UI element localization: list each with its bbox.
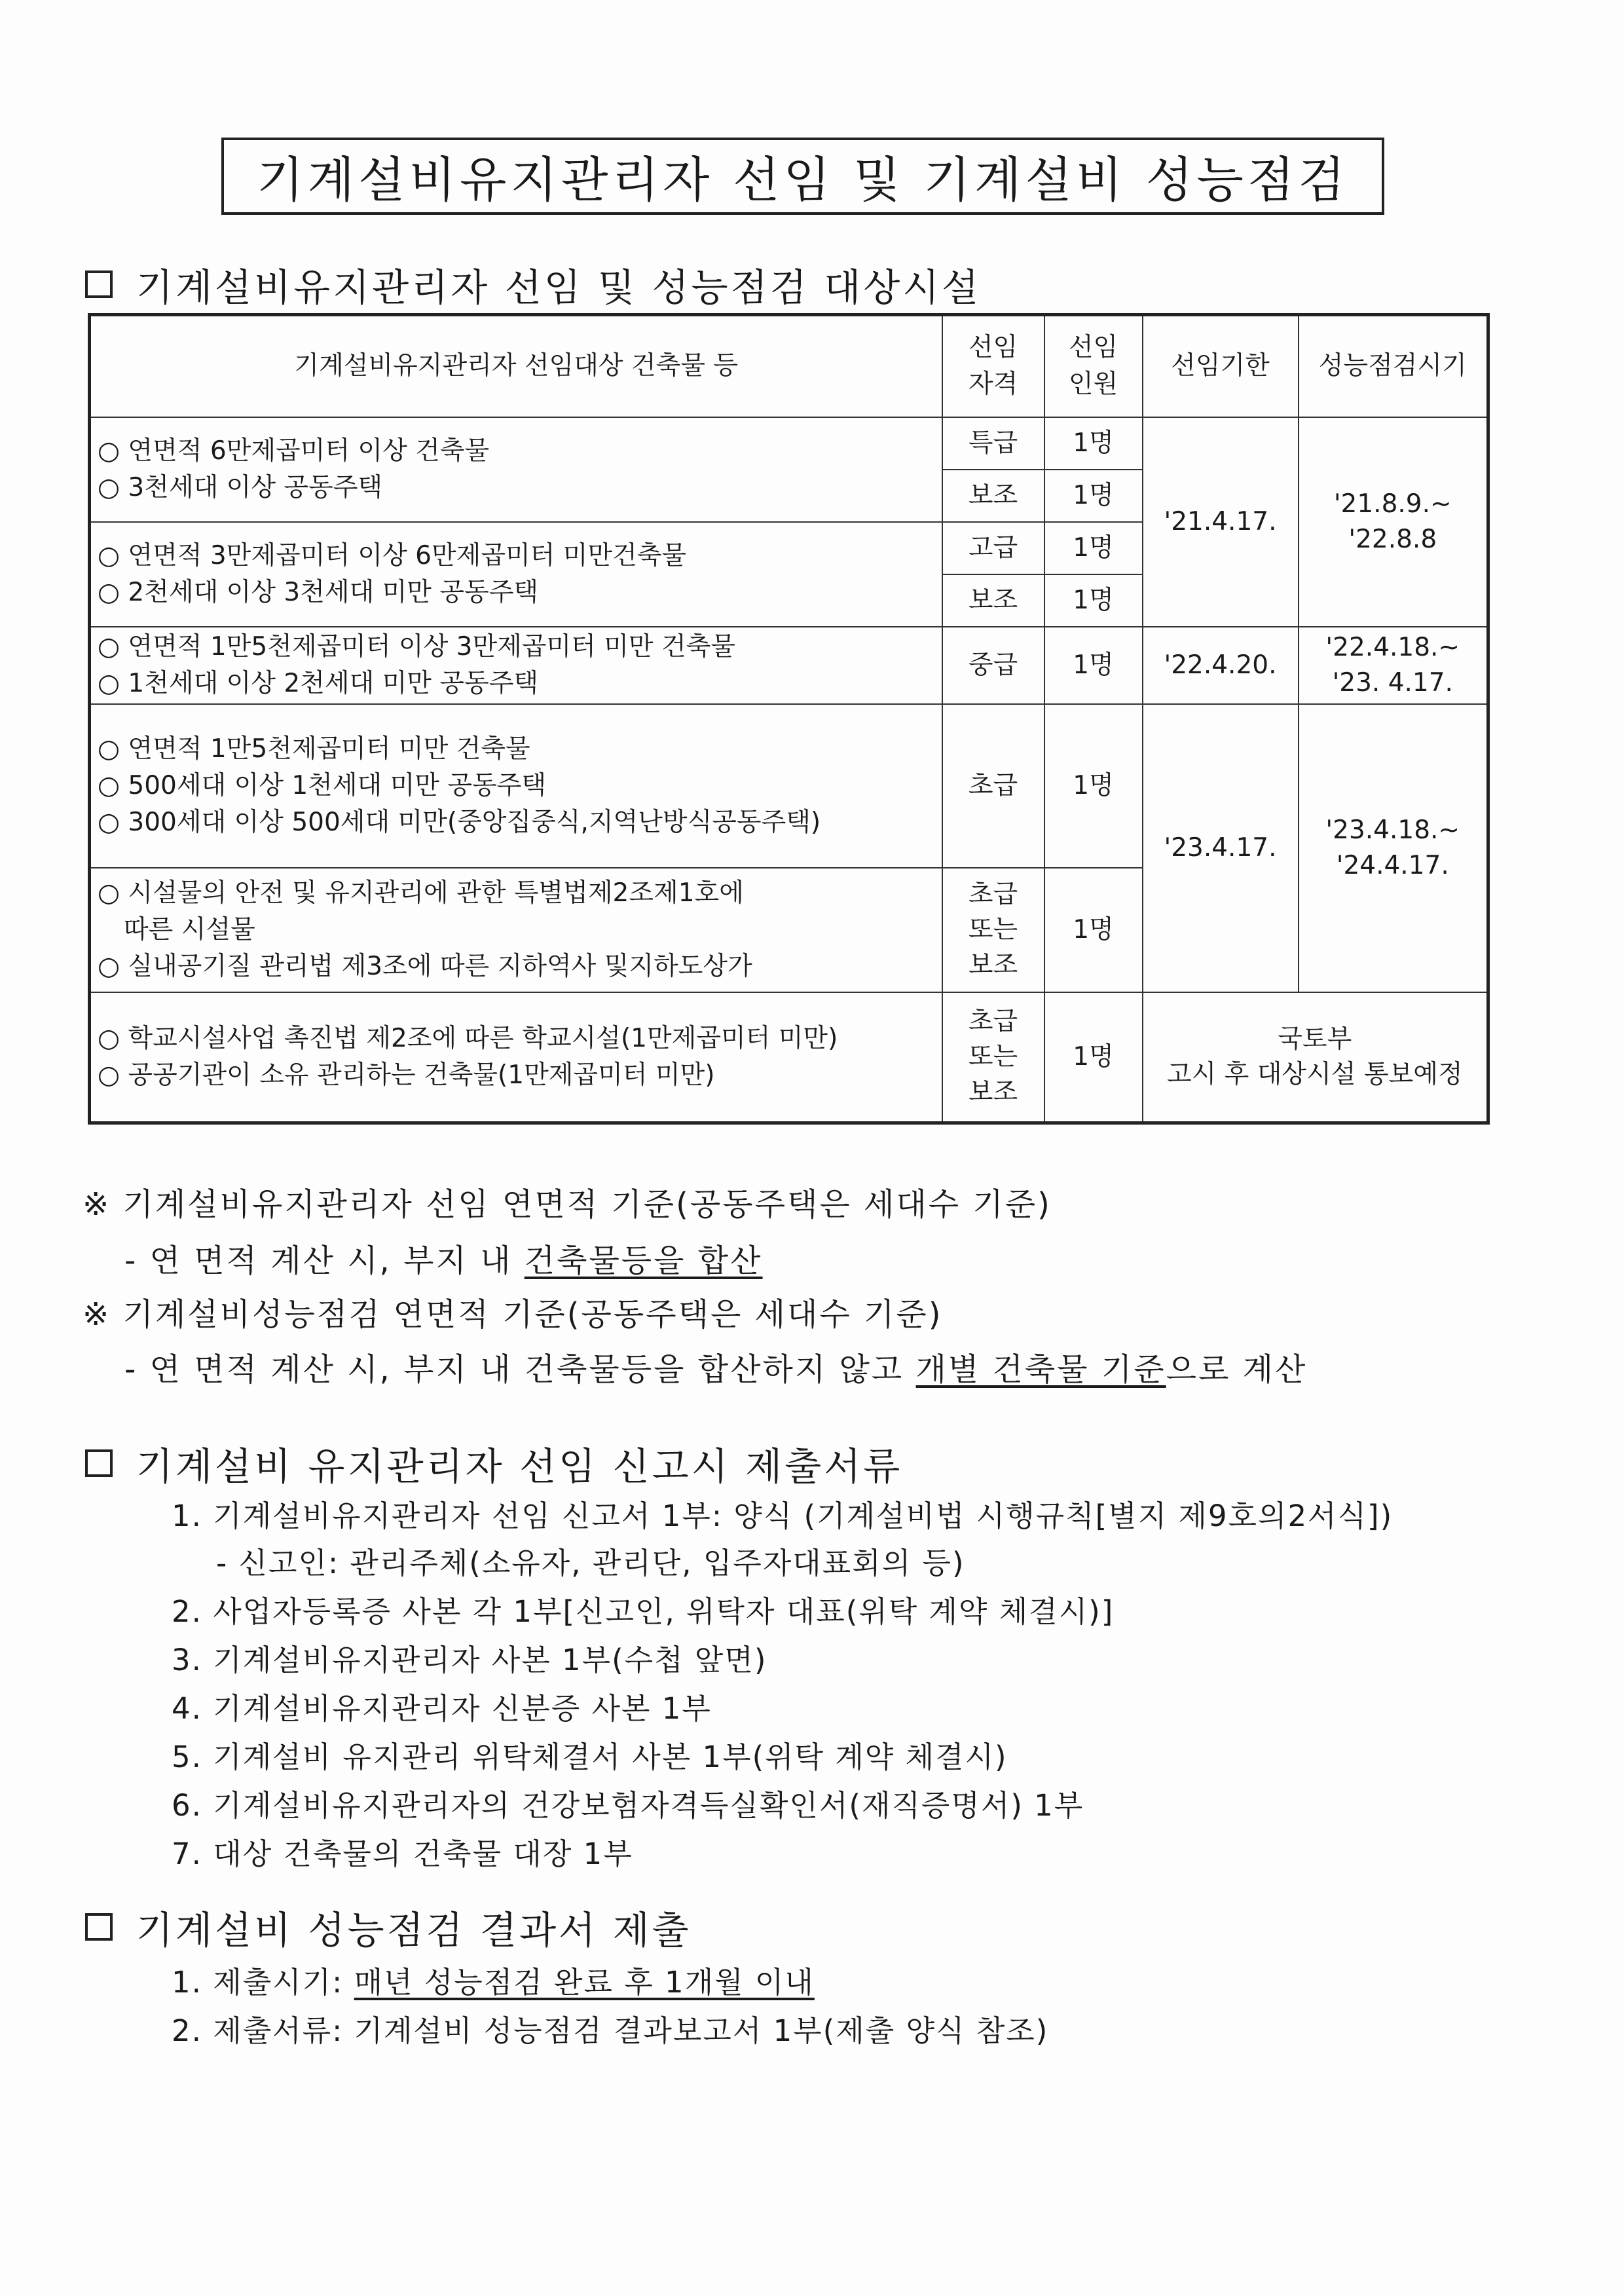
header-qualification (942, 315, 1044, 417)
count-cell: 1명 (1044, 470, 1143, 522)
note-inspection-area-criteria: ※ 기계설비성능점검 연면적 기준(공동주택은 세대수 기준) (83, 1296, 943, 1333)
desc-line: ○ 300세대 이상 500세대 미만(중앙집중식,지역난방식공동주택) (98, 807, 821, 837)
list-item: 1. 기계설비유지관리자 선임 신고서 1부: 양식 (기계설비법 시행규칙[별지 제9호의2서식]) (172, 1499, 1393, 1533)
inspection-cell (1299, 417, 1488, 627)
list-item: 5. 기계설비 유지관리 위탁체결서 사본 1부(위탁 계약 체결시) (172, 1740, 1008, 1774)
inspection-line: '23. 4.17. (1332, 667, 1453, 698)
grade-cell: 고급 (942, 522, 1044, 574)
desc-line: ○ 공공기관이 소유 관리하는 건축물(1만제곱미터 미만) (98, 1060, 715, 1090)
note-inspection-area-detail (124, 1344, 1307, 1389)
target-facilities-table (88, 313, 1490, 1125)
section-heading-required-documents (85, 1436, 902, 1491)
inspection-line: '21.8.9.~ (1333, 489, 1452, 519)
desc-line: ○ 시설물의 안전 및 유지관리에 관한 특별법제2조제1호에 (98, 878, 744, 908)
grade-cell: 중급 (942, 627, 1044, 704)
header-qualification-line: 자격 (968, 369, 1018, 400)
grade-cell: 특급 (942, 417, 1044, 470)
section-heading-text: 기계설비 유지관리자 선임 신고시 제출서류 (136, 1444, 903, 1489)
checkbox-square-icon (85, 1449, 113, 1477)
deadline-cell: '21.4.17. (1143, 417, 1299, 627)
desc-line: ○ 연면적 6만제곱미터 이상 건축물 (98, 436, 490, 466)
desc-line: ○ 실내공기질 관리법 제3조에 따른 지하역사 및지하도상가 (98, 951, 752, 981)
count-cell: 1명 (1044, 627, 1143, 704)
grade-line: 또는 (968, 1041, 1018, 1072)
grade-line: 보조 (968, 950, 1018, 980)
section-heading-text: 기계설비 성능점검 결과서 제출 (136, 1908, 692, 1952)
grade-cell: 초급 (942, 704, 1044, 868)
count-cell: 1명 (1044, 574, 1143, 627)
page-title: 기계설비유지관리자 선임 및 기계설비 성능점검 (221, 138, 1384, 215)
header-deadline: 선임기한 (1143, 315, 1299, 417)
count-cell: 1명 (1044, 704, 1143, 868)
inspection-line: '22.8.8 (1348, 524, 1437, 554)
header-count-line: 인원 (1068, 369, 1118, 400)
desc-line: 따른 시설물 (124, 914, 255, 944)
pending-notice-cell (1143, 992, 1488, 1123)
header-inspection: 성능점검시기 (1299, 315, 1488, 417)
count-cell: 1명 (1044, 417, 1143, 470)
inspection-line: '24.4.17. (1336, 850, 1449, 880)
note-selection-area-detail (124, 1235, 763, 1280)
header-count-line: 선임 (1068, 333, 1118, 363)
row-description (90, 627, 942, 704)
table-row (90, 627, 1488, 704)
row-description (90, 522, 942, 627)
list-item: 6. 기계설비유지관리자의 건강보험자격득실확인서(재직증명서) 1부 (172, 1788, 1084, 1823)
inspection-cell (1299, 627, 1488, 704)
section-heading-text: 기계설비유지관리자 선임 및 성능점검 대상시설 (136, 265, 982, 310)
list-item: 3. 기계설비유지관리자 사본 1부(수첩 앞면) (172, 1643, 767, 1677)
deadline-cell: '22.4.20. (1143, 627, 1299, 704)
header-qualification-line: 선임 (968, 333, 1018, 363)
note-underline-text: 건축물등을 합산 (524, 1242, 763, 1279)
desc-line: ○ 연면적 3만제곱미터 이상 6만제곱미터 미만건축물 (98, 540, 687, 570)
list-item: 2. 사업자등록증 사본 각 1부[신고인, 위탁자 대표(위탁 계약 체결시)] (172, 1594, 1115, 1629)
desc-line: ○ 학교시설사업 촉진법 제2조에 따른 학교시설(1만제곱미터 미만) (98, 1023, 838, 1053)
header-count (1044, 315, 1143, 417)
list-item: 7. 대상 건축물의 건축물 대장 1부 (172, 1837, 633, 1871)
table-row (90, 417, 1488, 470)
pending-notice-line: 고시 후 대상시설 통보예정 (1166, 1059, 1463, 1089)
list-item-underline-text: 매년 성능점검 완료 후 1개월 이내 (354, 1965, 815, 2000)
table-row (90, 704, 1488, 868)
header-building: 기계설비유지관리자 선임대상 건축물 등 (90, 315, 942, 417)
list-item (172, 1958, 815, 2001)
note-underline-text: 개별 건축물 기준 (915, 1351, 1166, 1388)
desc-line: ○ 3천세대 이상 공동주택 (98, 472, 383, 502)
inspection-line: '23.4.18.~ (1325, 815, 1460, 845)
count-cell: 1명 (1044, 868, 1143, 992)
grade-cell (942, 868, 1044, 992)
grade-line: 보조 (968, 1077, 1018, 1107)
grade-line: 또는 (968, 914, 1018, 944)
list-item: 2. 제출서류: 기계설비 성능점검 결과보고서 1부(제출 양식 참조) (172, 2013, 1049, 2048)
count-cell: 1명 (1044, 522, 1143, 574)
list-item: 4. 기계설비유지관리자 신분증 사본 1부 (172, 1691, 712, 1726)
row-description (90, 704, 942, 868)
note-text: - 연 면적 계산 시, 부지 내 (124, 1242, 525, 1279)
inspection-cell (1299, 704, 1488, 992)
grade-line: 초급 (968, 1006, 1018, 1036)
row-description (90, 992, 942, 1123)
desc-line: ○ 500세대 이상 1천세대 미만 공동주택 (98, 770, 547, 800)
row-description (90, 868, 942, 992)
row-description (90, 417, 942, 522)
grade-cell: 보조 (942, 470, 1044, 522)
desc-line: ○ 2천세대 이상 3천세대 미만 공동주택 (98, 577, 539, 607)
list-item-text: 1. 제출시기: (172, 1965, 354, 2000)
grade-cell (942, 992, 1044, 1123)
note-selection-area-criteria: ※ 기계설비유지관리자 선임 연면적 기준(공동주택은 세대수 기준) (83, 1186, 1052, 1223)
section-heading-target-facilities (85, 257, 981, 312)
desc-line: ○ 1천세대 이상 2천세대 미만 공동주택 (98, 668, 539, 698)
checkbox-square-icon (85, 1913, 113, 1941)
list-item: - 신고인: 관리주체(소유자, 관리단, 입주자대표회의 등) (216, 1546, 965, 1580)
checkbox-square-icon (85, 271, 113, 298)
note-text: - 연 면적 계산 시, 부지 내 건축물등을 합산하지 않고 (124, 1351, 916, 1388)
grade-line: 초급 (968, 879, 1018, 909)
deadline-cell: '23.4.17. (1143, 704, 1299, 992)
count-cell: 1명 (1044, 992, 1143, 1123)
table-row (90, 992, 1488, 1123)
table-header-row (90, 315, 1488, 417)
desc-line: ○ 연면적 1만5천제곱미터 이상 3만제곱미터 미만 건축물 (98, 631, 736, 662)
grade-cell: 보조 (942, 574, 1044, 627)
note-text: 으로 계산 (1166, 1351, 1308, 1388)
pending-notice-line: 국토부 (1278, 1024, 1352, 1054)
section-heading-inspection-report (85, 1899, 692, 1954)
inspection-line: '22.4.18.~ (1325, 632, 1460, 662)
desc-line: ○ 연면적 1만5천제곱미터 미만 건축물 (98, 734, 530, 764)
